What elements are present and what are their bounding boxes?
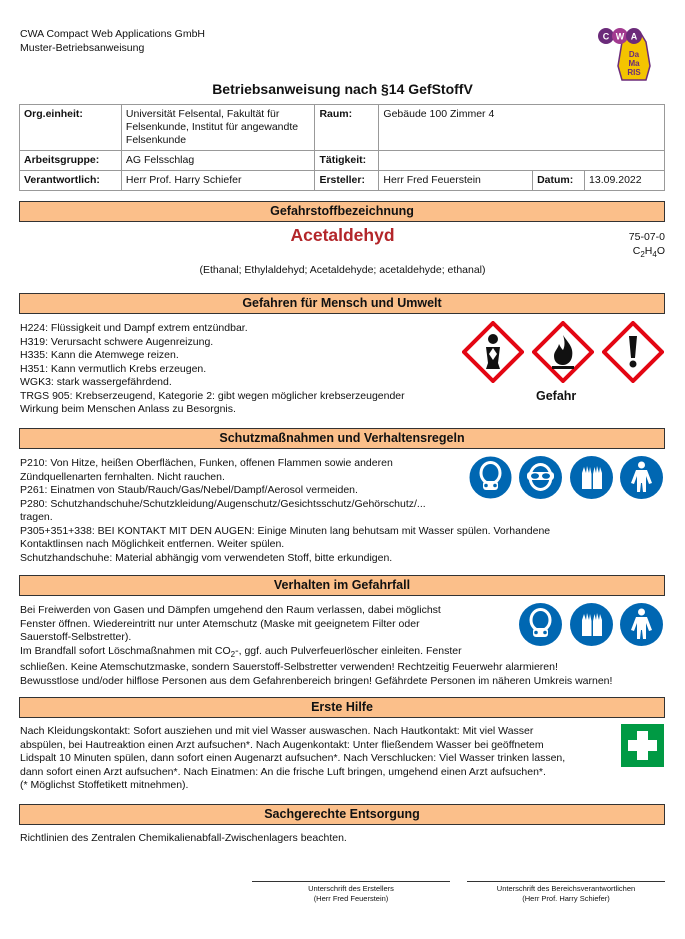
arbeitsgruppe-value: AG Felsschlag	[121, 151, 315, 171]
list-item: dann sofort einen Arzt aufsuchen*. Nach Einatmen: An die frische Luft bringen, umgehend einen Arzt aufsuchen*.	[20, 765, 546, 778]
taetigkeit-label: Tätigkeit:	[315, 151, 379, 171]
table-row	[20, 151, 665, 171]
signal-word: Gefahr	[536, 389, 577, 403]
table-row	[20, 105, 665, 151]
signature-creator	[252, 884, 450, 904]
health-hazard-icon	[462, 321, 524, 383]
document-title: Betriebsanweisung nach §14 GefStoffV	[212, 81, 473, 97]
list-item: H335: Kann die Atemwege reizen.	[20, 349, 179, 361]
flame-icon	[532, 321, 594, 383]
signature-caption: Unterschrift des Erstellers	[308, 884, 394, 893]
org-value: Universität Felsental, Fakultät für Felsenkunde, Institut für angewandte Felsenkunde	[121, 105, 315, 151]
list-item: P305+351+338: BEI KONTAKT MIT DEN AUGEN: Einige Minuten lang behutsam mit Wasser spülen. Vorhandene	[20, 524, 551, 537]
org-label: Org.einheit:	[20, 105, 122, 151]
svg-text:Ma: Ma	[628, 59, 640, 68]
signature-line-responsible	[467, 881, 665, 882]
gloves-icon	[569, 602, 614, 647]
list-item: Zündquellenarten fernhalten. Nicht rauchen.	[20, 470, 225, 483]
section-gefahrfall-header: Verhalten im Gefahrfall	[19, 575, 665, 596]
chemical-formula: $C_2H_4O$	[632, 245, 665, 260]
list-item: H351: Kann vermutlich Krebs erzeugen.	[20, 362, 207, 375]
substance-synonyms: (Ethanal; Ethylaldehyd; Acetaldehyde; acetaldehyde; ethanal)	[199, 264, 486, 276]
list-item: Schutzhandschuhe: Material abhängig vom verwendeten Stoff, bitte erkundigen.	[20, 551, 393, 564]
list-item: schließen. Keine Atemschutzmaske, sondern Sauerstoff-Selbstretter verwenden! Rechtzeitig Feuerwehr alarmieren!	[20, 661, 558, 674]
list-item: Bei Freiwerden von Gasen und Dämpfen umgehend den Raum verlassen, dabei möglichst	[20, 604, 441, 616]
list-item: Wirkung beim Menschen Anlass zu Besorgnis.	[20, 403, 236, 415]
list-item: TRGS 905: Krebserzeugend, Kategorie 2: gibt wegen möglicher krebserzeugender	[20, 389, 405, 402]
list-item: Bewusstlose und/oder hilflose Personen aus dem Gefahrenbereich bringen! Gefährdete Personen im näheren Umkreis warnen!	[20, 674, 613, 687]
disposal-text: Richtlinien des Zentralen Chemikalienabfall-Zwischenlagers beachten.	[20, 832, 347, 844]
raum-value: Gebäude 100 Zimmer 4	[379, 105, 665, 151]
gloves-icon	[569, 455, 614, 500]
first-aid-instructions	[20, 725, 620, 793]
respirator-mask-icon	[468, 455, 513, 500]
respirator-mask-icon	[518, 602, 563, 647]
datum-value: 13.09.2022	[585, 171, 665, 191]
protective-suit-icon	[619, 455, 664, 500]
arbeitsgruppe-label: Arbeitsgruppe:	[20, 151, 122, 171]
hazard-statements	[20, 322, 460, 417]
document-type: Muster-Betriebsanweisung	[20, 42, 145, 54]
list-item: (* Möglichst Stoffetikett mitnehmen).	[20, 779, 189, 791]
exclamation-icon	[602, 321, 664, 383]
verantwortlich-value: Herr Prof. Harry Schiefer	[121, 171, 315, 191]
section-gefahren-header: Gefahren für Mensch und Umwelt	[19, 293, 665, 314]
ersteller-label: Ersteller:	[315, 171, 379, 191]
cwa-damaris-logo	[590, 22, 668, 84]
list-item: H319: Verursacht schwere Augenreizung.	[20, 335, 214, 348]
section-entsorgung-header: Sachgerechte Entsorgung	[19, 804, 665, 825]
taetigkeit-value	[379, 151, 665, 171]
protective-suit-icon	[619, 602, 664, 647]
signature-line-creator	[252, 881, 450, 882]
info-table	[19, 104, 665, 191]
list-item: P280: Schutzhandschuhe/Schutzkleidung/Augenschutz/Gesichtsschutz/Gehörschutz/...	[20, 497, 426, 510]
section-schutz-header: Schutzmaßnahmen und Verhaltensregeln	[19, 428, 665, 449]
signature-responsible	[467, 884, 665, 904]
table-row	[20, 171, 665, 191]
verantwortlich-label: Verantwortlich:	[20, 171, 122, 191]
datum-label: Datum:	[533, 171, 585, 191]
substance-identifiers	[600, 230, 665, 262]
list-item: Fenster öffnen. Wiedereintritt nur unter Atemschutz (Maske mit geeignetem Filter oder	[20, 617, 420, 630]
list-item: P210: Von Hitze, heißen Oberflächen, Funken, offenen Flammen sowie anderen	[20, 457, 393, 469]
list-item: WGK3: stark wassergefährdend.	[20, 376, 172, 388]
svg-text:A: A	[630, 31, 638, 42]
section-erstehilfe-header: Erste Hilfe	[19, 697, 665, 718]
svg-text:C: C	[602, 31, 610, 42]
list-item: Nach Kleidungskontakt: Sofort ausziehen und mit viel Wasser auswaschen. Nach Hautkontakt: Mit viel Wasser	[20, 725, 534, 737]
svg-text:Da: Da	[628, 50, 640, 59]
svg-text:W: W	[615, 31, 625, 42]
list-item: Sauerstoff-Selbstretter).	[20, 631, 132, 643]
first-aid-cross-icon	[621, 724, 664, 767]
ersteller-value: Herr Fred Feuerstein	[379, 171, 533, 191]
list-item: Lidspalt 10 Minuten spülen, dann sofort einen Augenarzt aufsuchen*. Nach Verschlucken: Viel Wasser trinken lassen,	[20, 752, 566, 764]
company-header	[20, 27, 205, 55]
list-item: Im Brandfall sofort Löschmaßnahmen mit $CO_2-$, ggf. auch Pulverfeuerlöscher einleiten. Fenster	[20, 644, 462, 659]
list-item: H224: Flüssigkeit und Dampf extrem entzündbar.	[20, 322, 248, 334]
cas-number: 75-07-0	[628, 231, 665, 243]
section-bezeichnung-header: Gefahrstoffbezeichnung	[19, 201, 665, 222]
list-item: tragen.	[20, 511, 53, 523]
list-item: P261: Einatmen von Staub/Rauch/Gas/Nebel/Dampf/Aerosol vermeiden.	[20, 484, 358, 496]
company-name: CWA Compact Web Applications GmbH	[20, 28, 205, 40]
signature-caption: Unterschrift des Bereichsverantwortlichen	[496, 884, 636, 893]
raum-label: Raum:	[315, 105, 379, 151]
svg-text:RIS: RIS	[627, 68, 641, 77]
signature-name: (Herr Prof. Harry Schiefer)	[522, 894, 610, 903]
list-item: abspülen, bei Hautreaktion einen Arzt aufsuchen*. Nach Augenkontakt: Unter fließendem Wasser bei geöffnetem	[20, 738, 544, 751]
list-item: Kontaktlinsen nach Möglichkeit entfernen. Weiter spülen.	[20, 538, 285, 550]
substance-name: Acetaldehyd	[290, 225, 395, 245]
safety-goggles-icon	[518, 455, 563, 500]
signature-name: (Herr Fred Feuerstein)	[313, 894, 389, 903]
